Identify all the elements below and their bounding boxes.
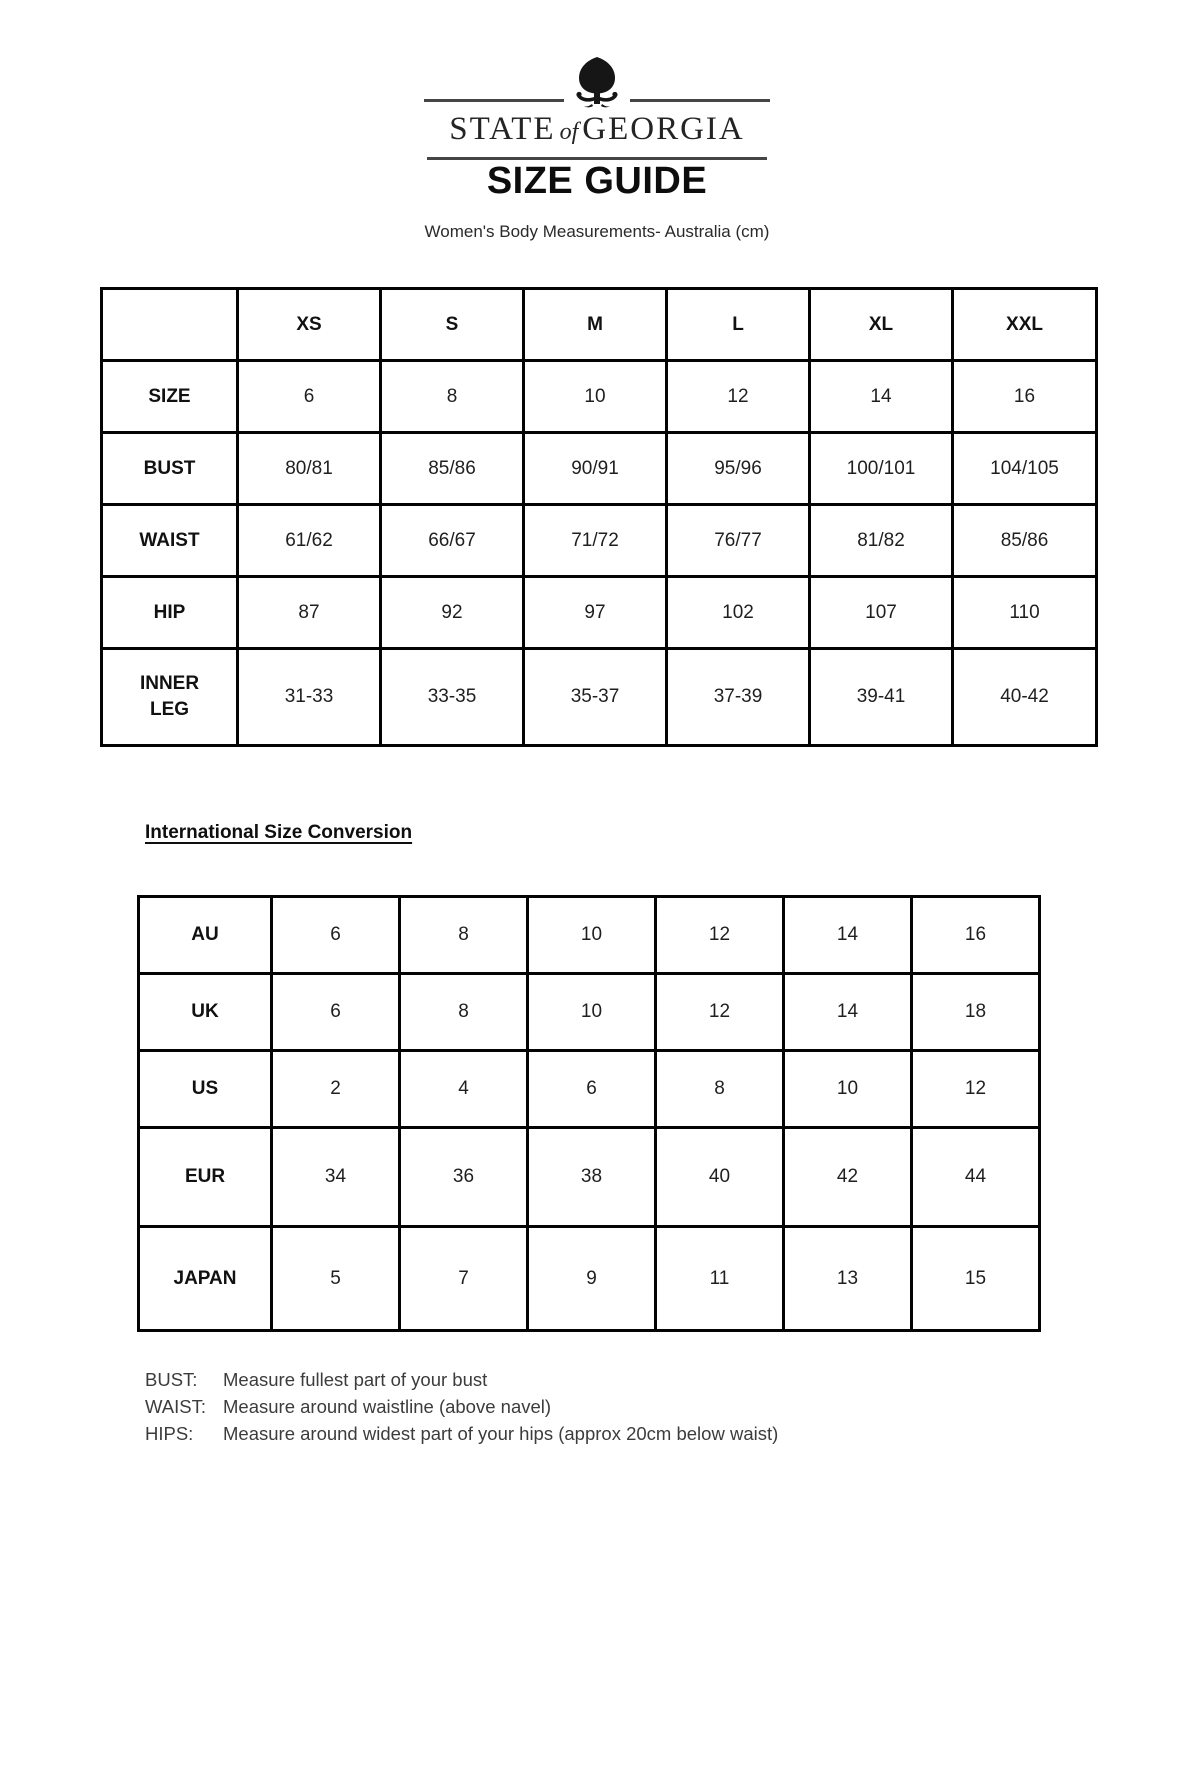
cell: 100/101 (810, 433, 953, 505)
note-text: Measure fullest part of your bust (223, 1369, 488, 1390)
table-row (102, 433, 1097, 505)
page-title: SIZE GUIDE (486, 160, 708, 202)
row-label-text: UK (191, 1001, 219, 1023)
row-label (139, 1128, 272, 1227)
row-label-text: AU (191, 924, 219, 946)
note-text: Measure around waistline (above navel) (223, 1396, 552, 1417)
brand-right: GEORGIA (582, 111, 745, 147)
row-label-text: WAIST (139, 529, 200, 551)
cell: 8 (400, 974, 528, 1051)
cell: 5 (272, 1227, 400, 1331)
row-label (139, 1227, 272, 1331)
cell: 16 (912, 897, 1040, 974)
row-label (139, 974, 272, 1051)
header-cell: XS (238, 289, 381, 361)
cell: 104/105 (953, 433, 1097, 505)
row-label (102, 505, 238, 577)
cell: 107 (810, 577, 953, 649)
cell: 81/82 (810, 505, 953, 577)
table-row (139, 1227, 1040, 1331)
conversion-table (137, 895, 1041, 1332)
cell: 39-41 (810, 649, 953, 746)
header-cell-empty (102, 289, 238, 361)
cell: 102 (667, 577, 810, 649)
note-row (145, 1393, 778, 1420)
cell: 76/77 (667, 505, 810, 577)
cell: 16 (953, 361, 1097, 433)
logo-rule-right (630, 99, 770, 102)
table-row (139, 1128, 1040, 1227)
cell: 11 (656, 1227, 784, 1331)
cell: 36 (400, 1128, 528, 1227)
cell: 61/62 (238, 505, 381, 577)
cell: 40-42 (953, 649, 1097, 746)
cell: 97 (524, 577, 667, 649)
cell: 10 (528, 974, 656, 1051)
cell: 80/81 (238, 433, 381, 505)
cell: 8 (400, 897, 528, 974)
cell: 14 (810, 361, 953, 433)
header-cell: L (667, 289, 810, 361)
row-label (139, 1051, 272, 1128)
header-cell: XXL (953, 289, 1097, 361)
cell: 14 (784, 974, 912, 1051)
cell: 85/86 (953, 505, 1097, 577)
note-label: BUST: (145, 1369, 198, 1390)
table-header-row (102, 289, 1097, 361)
measuring-notes (145, 1366, 778, 1447)
cell: 34 (272, 1128, 400, 1227)
cell: 90/91 (524, 433, 667, 505)
conversion-heading: International Size Conversion (145, 822, 413, 843)
row-label-text: INNER LEG (139, 673, 200, 720)
header-cell: M (524, 289, 667, 361)
table-row (139, 1051, 1040, 1128)
tree-icon (565, 56, 629, 108)
table-row (102, 577, 1097, 649)
cell: 10 (524, 361, 667, 433)
brand-logo (0, 54, 1194, 160)
table-row (102, 505, 1097, 577)
header-cell: XL (810, 289, 953, 361)
brand-left: STATE (449, 111, 556, 147)
cell: 9 (528, 1227, 656, 1331)
row-label (102, 577, 238, 649)
measurement-table (100, 287, 1098, 747)
brand-of: of (559, 119, 579, 145)
cell: 13 (784, 1227, 912, 1331)
cell: 71/72 (524, 505, 667, 577)
cell: 92 (381, 577, 524, 649)
row-label-text: EUR (184, 1166, 226, 1188)
cell: 15 (912, 1227, 1040, 1331)
cell: 31-33 (238, 649, 381, 746)
cell: 87 (238, 577, 381, 649)
note-label: HIPS: (145, 1423, 194, 1444)
cell: 12 (656, 897, 784, 974)
table-row (139, 974, 1040, 1051)
table-row (102, 649, 1097, 746)
cell: 4 (400, 1051, 528, 1128)
cell: 6 (272, 897, 400, 974)
row-label-text: JAPAN (173, 1267, 237, 1289)
cell: 6 (272, 974, 400, 1051)
cell: 8 (381, 361, 524, 433)
row-label (139, 897, 272, 974)
table-row (139, 897, 1040, 974)
cell: 12 (656, 974, 784, 1051)
cell: 18 (912, 974, 1040, 1051)
logo-top-row (0, 54, 1194, 107)
cell: 6 (528, 1051, 656, 1128)
row-label-text: BUST (143, 457, 196, 479)
cell: 8 (656, 1051, 784, 1128)
cell: 85/86 (381, 433, 524, 505)
cell: 12 (667, 361, 810, 433)
cell: 95/96 (667, 433, 810, 505)
cell: 10 (528, 897, 656, 974)
cell: 33-35 (381, 649, 524, 746)
cell: 12 (912, 1051, 1040, 1128)
row-label (102, 433, 238, 505)
row-label (102, 361, 238, 433)
table-row (102, 361, 1097, 433)
note-row (145, 1366, 778, 1393)
cell: 66/67 (381, 505, 524, 577)
row-label (102, 649, 238, 746)
cell: 10 (784, 1051, 912, 1128)
cell: 37-39 (667, 649, 810, 746)
note-row (145, 1420, 778, 1447)
header-cell: S (381, 289, 524, 361)
brand-name (0, 107, 1194, 154)
cell: 38 (528, 1128, 656, 1227)
cell: 40 (656, 1128, 784, 1227)
cell: 42 (784, 1128, 912, 1227)
cell: 44 (912, 1128, 1040, 1227)
cell: 14 (784, 897, 912, 974)
note-label: WAIST: (145, 1396, 206, 1417)
cell: 2 (272, 1051, 400, 1128)
cell: 6 (238, 361, 381, 433)
row-label-text: HIP (153, 601, 186, 623)
page-subtitle: Women's Body Measurements- Australia (cm) (424, 222, 770, 241)
logo-rule-left (424, 99, 564, 102)
row-label-text: SIZE (148, 385, 191, 407)
note-text: Measure around widest part of your hips (approx 20cm below waist) (223, 1423, 779, 1444)
cell: 110 (953, 577, 1097, 649)
cell: 35-37 (524, 649, 667, 746)
cell: 7 (400, 1227, 528, 1331)
row-label-text: US (191, 1078, 219, 1100)
